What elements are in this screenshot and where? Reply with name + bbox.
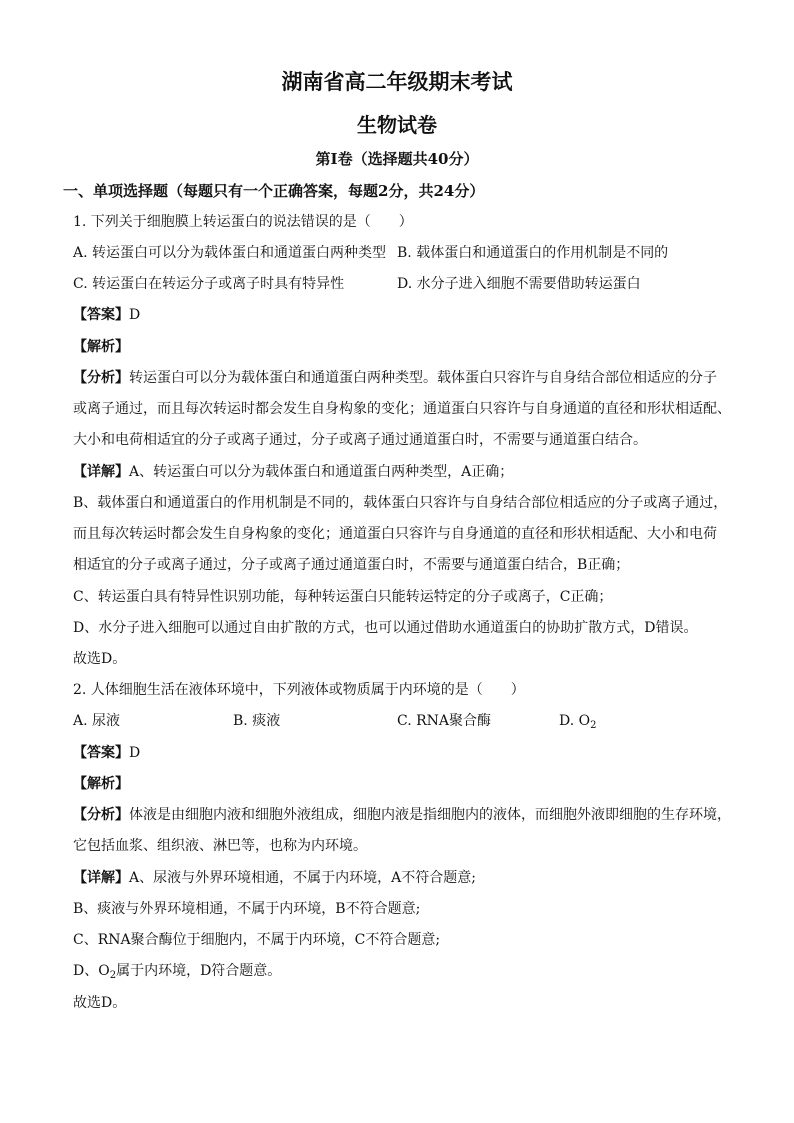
answer-value: D — [129, 745, 141, 761]
answer-tag: 【答案】 — [73, 307, 129, 323]
q1-xiangjie-line-6: D、水分子进入细胞可以通过自由扩散的方式，也可以通过借助水通道蛋白的协助扩散方式，D错误。 — [73, 620, 698, 636]
line-d-subscript: 2 — [109, 970, 117, 981]
q2-analysis-tag: 【解析】 — [73, 776, 129, 792]
line-d-suffix: 属于内环境，D符合题意。 — [116, 963, 282, 979]
q2-fenxi-line-1 — [73, 805, 731, 825]
xiangjie-tag: 【详解】 — [73, 870, 129, 886]
q2-xiangjie-line-2: B、痰液与外界环境相通，不属于内环境，B不符合题意; — [73, 901, 421, 917]
section-heading: 一、单项选择题（每题只有一个正确答案，每题2分，共24分） — [63, 182, 485, 200]
exam-title: 湖南省高二年级期末考试 — [281, 69, 513, 94]
q2-xiangjie-line-4 — [73, 961, 281, 986]
answer-tag: 【答案】 — [73, 745, 129, 761]
option-d-text: D. O — [559, 713, 591, 729]
line-d-prefix: D、O — [73, 963, 110, 979]
q1-answer — [73, 305, 140, 325]
q2-fenxi-line-2: 它包括血浆、组织液、淋巴等，也称为内环境。 — [73, 838, 367, 854]
exam-subtitle: 生物试卷 — [357, 113, 437, 137]
q1-xiangjie-line-4: 相适宜的分子或离子通过，分子或离子通过通道蛋白时，不需要与通道蛋白结合，B正确； — [73, 557, 630, 573]
q1-option-d: D. 水分子进入细胞不需要借助转运蛋白 — [397, 276, 641, 292]
fenxi-tag: 【分析】 — [73, 807, 129, 823]
q1-conclusion: 故选D。 — [73, 651, 127, 667]
q2-conclusion: 故选D。 — [73, 995, 127, 1011]
q1-option-a: A. 转运蛋白可以分为载体蛋白和通道蛋白两种类型 — [73, 245, 387, 261]
q2-option-b: B. 痰液 — [233, 713, 281, 729]
q1-stem: 1. 下列关于细胞膜上转运蛋白的说法错误的是（ ） — [73, 214, 413, 230]
q2-answer — [73, 743, 140, 763]
fenxi-text: 体液是由细胞内液和细胞外液组成，细胞内液是指细胞内的液体，而细胞外液即细胞的生存环境， — [129, 807, 731, 823]
answer-value: D — [129, 307, 141, 323]
q1-xiangjie-line-3: 而且每次转运时都会发生自身构象的变化；通道蛋白只容许与自身通道的直径和形状相适配、大小和电荷 — [73, 526, 717, 542]
q1-xiangjie-line-5: C、转运蛋白具有特异性识别功能，每种转运蛋白只能转运特定的分子或离子，C正确； — [73, 589, 613, 605]
q2-option-a: A. 尿液 — [73, 713, 121, 729]
xiangjie-tag: 【详解】 — [73, 464, 129, 480]
q2-xiangjie-line-1 — [73, 868, 476, 888]
q1-option-b: B. 载体蛋白和通道蛋白的作用机制是不同的 — [397, 245, 669, 261]
option-d-subscript: 2 — [590, 720, 597, 731]
q1-xiangjie-line-1 — [73, 462, 513, 482]
q2-option-c: C. RNA聚合酶 — [397, 713, 492, 729]
q1-analysis-tag: 【解析】 — [73, 339, 129, 355]
xiangjie-text: A、尿液与外界环境相通，不属于内环境，A不符合题意; — [129, 870, 476, 886]
q1-xiangjie-line-2: B、载体蛋白和通道蛋白的作用机制是不同的，载体蛋白只容许与自身结合部位相适应的分子或离子通过， — [73, 495, 728, 511]
q2-stem: 2. 人体细胞生活在液体环境中，下列液体或物质属于内环境的是（ ） — [73, 682, 525, 698]
q1-fenxi-line-2: 或离子通过，而且每次转运时都会发生自身构象的变化；通道蛋白只容许与自身通道的直径和形状相适配、 — [73, 401, 731, 417]
q1-fenxi-line-1 — [73, 368, 717, 388]
fenxi-text: 转运蛋白可以分为载体蛋白和通道蛋白两种类型。载体蛋白只容许与自身结合部位相适应的分子 — [129, 370, 717, 386]
q2-xiangjie-line-3: C、RNA聚合酶位于细胞内，不属于内环境，C不符合题意; — [73, 932, 441, 948]
xiangjie-text: A、转运蛋白可以分为载体蛋白和通道蛋白两种类型，A正确； — [129, 464, 514, 480]
part-heading: 第I卷（选择题共40分） — [315, 150, 479, 168]
q1-fenxi-line-3: 大小和电荷相适宜的分子或离子通过，分子或离子通过通道蛋白时，不需要与通道蛋白结合。 — [73, 432, 647, 448]
q1-option-c: C. 转运蛋白在转运分子或离子时具有特异性 — [73, 276, 345, 292]
fenxi-tag: 【分析】 — [73, 370, 129, 386]
q2-option-d — [559, 711, 596, 736]
